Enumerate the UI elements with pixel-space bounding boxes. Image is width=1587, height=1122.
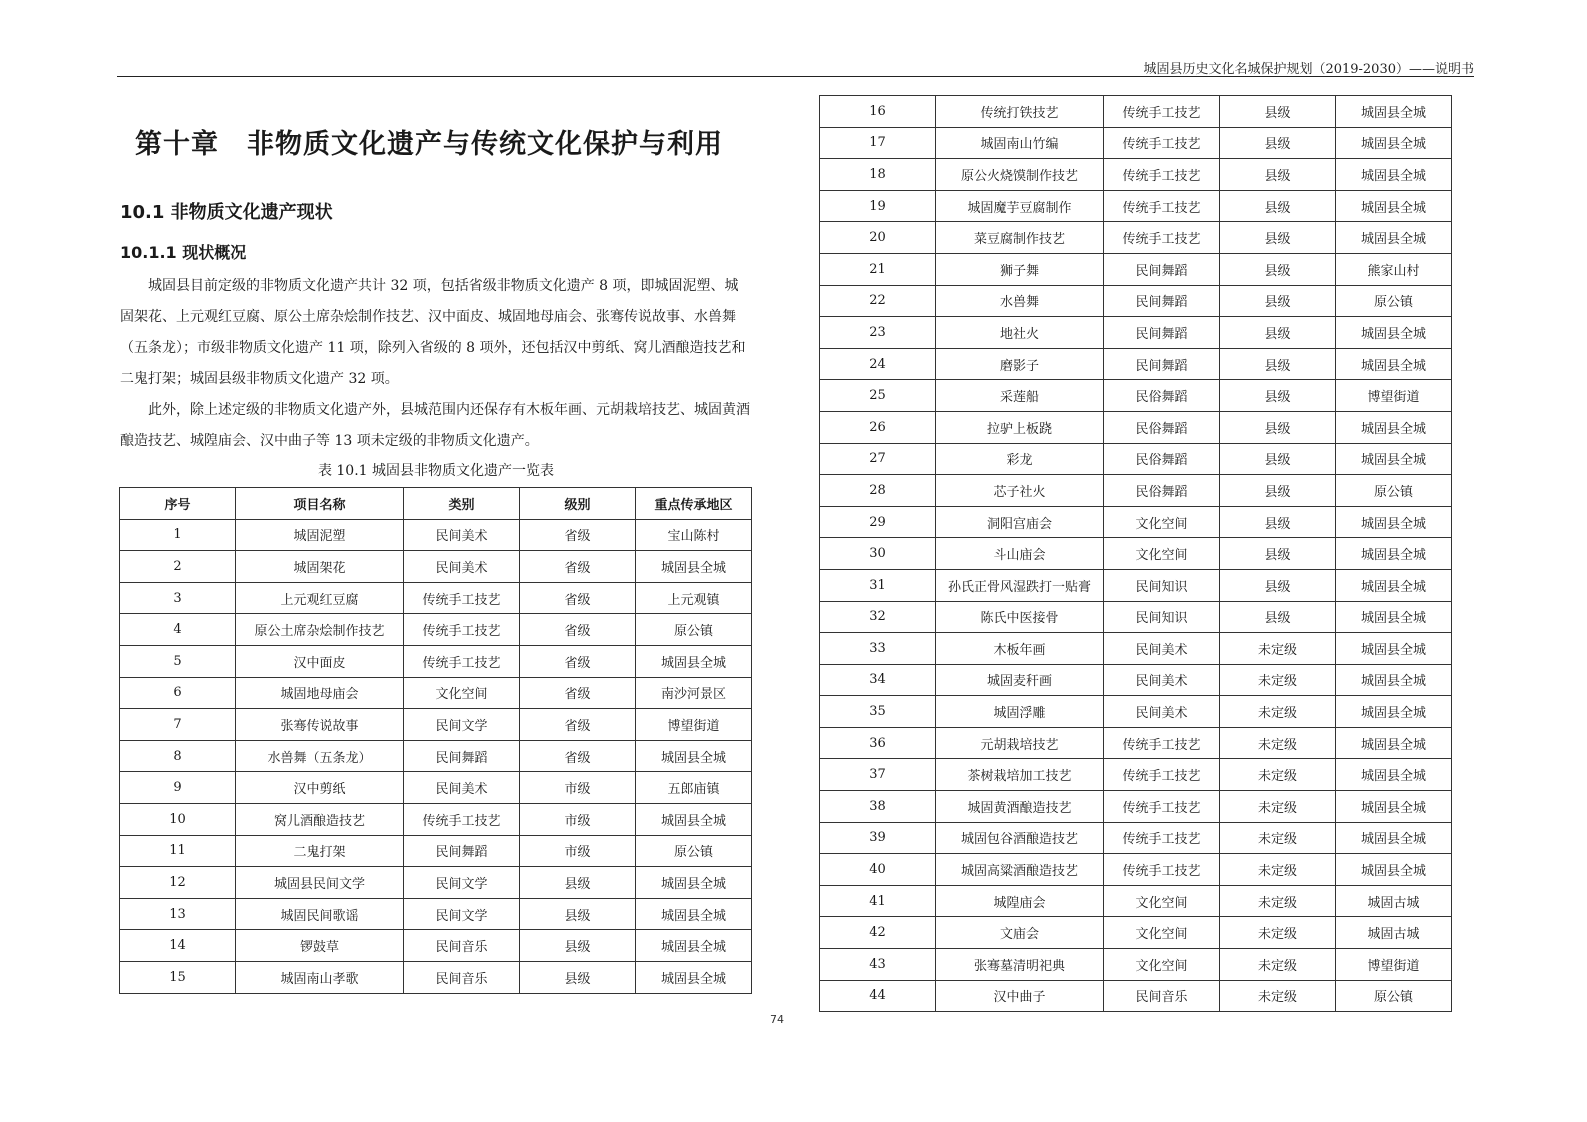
table-row <box>120 803 752 835</box>
cell-region: 城固古城 <box>1336 917 1452 949</box>
cell-item-name: 原公土席杂烩制作技艺 <box>236 614 404 646</box>
cell-level: 未定级 <box>1220 727 1336 759</box>
cell-serial: 35 <box>820 696 936 728</box>
cell-serial: 44 <box>820 980 936 1012</box>
cell-level: 未定级 <box>1220 759 1336 791</box>
cell-category: 传统手工技艺 <box>1104 96 1220 128</box>
cell-level: 省级 <box>520 582 636 614</box>
running-header: 城固县历史文化名城保护规划（2019-2030）——说明书 <box>1143 62 1474 77</box>
page-number: 74 <box>770 1013 784 1026</box>
cell-serial: 29 <box>820 506 936 538</box>
cell-item-name: 水兽舞 <box>936 285 1104 317</box>
cell-level: 县级 <box>1220 285 1336 317</box>
cell-item-name: 张骞传说故事 <box>236 709 404 741</box>
table-row <box>820 980 1452 1012</box>
cell-level: 县级 <box>1220 411 1336 443</box>
cell-category: 传统手工技艺 <box>404 582 520 614</box>
cell-serial: 31 <box>820 569 936 601</box>
cell-category: 传统手工技艺 <box>1104 759 1220 791</box>
cell-item-name: 二鬼打架 <box>236 835 404 867</box>
cell-level: 县级 <box>1220 348 1336 380</box>
cell-region: 城固县全城 <box>636 740 752 772</box>
table-row <box>120 551 752 583</box>
cell-region: 原公镇 <box>1336 475 1452 507</box>
cell-level: 省级 <box>520 519 636 551</box>
table-row <box>820 949 1452 981</box>
cell-item-name: 城固浮雕 <box>936 696 1104 728</box>
cell-region: 城固县全城 <box>1336 159 1452 191</box>
table-row <box>120 867 752 899</box>
cell-level: 省级 <box>520 740 636 772</box>
cell-item-name: 菜豆腐制作技艺 <box>936 222 1104 254</box>
cell-serial: 16 <box>820 96 936 128</box>
cell-serial: 2 <box>120 551 236 583</box>
cell-category: 传统手工技艺 <box>1104 854 1220 886</box>
cell-category: 民间音乐 <box>404 961 520 993</box>
cell-region: 城固县全城 <box>1336 222 1452 254</box>
cell-level: 未定级 <box>1220 696 1336 728</box>
cell-item-name: 原公火烧馍制作技艺 <box>936 159 1104 191</box>
cell-level: 未定级 <box>1220 633 1336 665</box>
cell-serial: 30 <box>820 538 936 570</box>
cell-category: 文化空间 <box>1104 885 1220 917</box>
cell-serial: 8 <box>120 740 236 772</box>
cell-item-name: 城固麦秆画 <box>936 664 1104 696</box>
cell-item-name: 汉中剪纸 <box>236 772 404 804</box>
cell-region: 原公镇 <box>1336 980 1452 1012</box>
cell-category: 传统手工技艺 <box>1104 127 1220 159</box>
table-row <box>120 677 752 709</box>
cell-item-name: 磨影子 <box>936 348 1104 380</box>
cell-item-name: 城固黄酒酿造技艺 <box>936 791 1104 823</box>
cell-category: 文化空间 <box>404 677 520 709</box>
cell-level: 市级 <box>520 835 636 867</box>
cell-serial: 19 <box>820 190 936 222</box>
cell-level: 县级 <box>520 867 636 899</box>
cell-category: 民间舞蹈 <box>1104 317 1220 349</box>
cell-item-name: 城固架花 <box>236 551 404 583</box>
table-row <box>820 190 1452 222</box>
cell-serial: 25 <box>820 380 936 412</box>
cell-category: 传统手工技艺 <box>1104 222 1220 254</box>
table-row <box>820 317 1452 349</box>
cell-category: 传统手工技艺 <box>1104 190 1220 222</box>
table-row <box>820 159 1452 191</box>
table-row <box>820 569 1452 601</box>
cell-category: 民间舞蹈 <box>1104 253 1220 285</box>
cell-level: 未定级 <box>1220 885 1336 917</box>
cell-serial: 1 <box>120 519 236 551</box>
cell-item-name: 城固县民间文学 <box>236 867 404 899</box>
table-row <box>120 740 752 772</box>
cell-serial: 18 <box>820 159 936 191</box>
subsection-title: 10.1.1 现状概况 <box>120 243 247 262</box>
table-row <box>820 96 1452 128</box>
cell-region: 城固县全城 <box>1336 854 1452 886</box>
cell-category: 民间舞蹈 <box>1104 348 1220 380</box>
cell-item-name: 传统打铁技艺 <box>936 96 1104 128</box>
cell-region: 五郎庙镇 <box>636 772 752 804</box>
table-body-right <box>820 96 1452 1012</box>
cell-level: 未定级 <box>1220 854 1336 886</box>
table-row <box>820 696 1452 728</box>
cell-category: 民间美术 <box>1104 696 1220 728</box>
cell-serial: 5 <box>120 645 236 677</box>
table-row <box>120 645 752 677</box>
cell-category: 传统手工技艺 <box>1104 159 1220 191</box>
cell-region: 城固县全城 <box>636 961 752 993</box>
cell-item-name: 孙氏正骨风湿跌打一贴膏 <box>936 569 1104 601</box>
cell-region: 城固县全城 <box>1336 190 1452 222</box>
table-row <box>820 822 1452 854</box>
table-row <box>820 253 1452 285</box>
cell-serial: 15 <box>120 961 236 993</box>
table-row <box>120 614 752 646</box>
cell-category: 民间美术 <box>404 772 520 804</box>
cell-level: 省级 <box>520 551 636 583</box>
cell-category: 民间知识 <box>1104 569 1220 601</box>
cell-item-name: 彩龙 <box>936 443 1104 475</box>
cell-level: 未定级 <box>1220 980 1336 1012</box>
cell-region: 宝山陈村 <box>636 519 752 551</box>
cell-item-name: 锣鼓草 <box>236 930 404 962</box>
cell-category: 传统手工技艺 <box>1104 727 1220 759</box>
cell-level: 省级 <box>520 677 636 709</box>
cell-category: 民间文学 <box>404 709 520 741</box>
cell-serial: 32 <box>820 601 936 633</box>
cell-region: 城固县全城 <box>636 645 752 677</box>
cell-item-name: 狮子舞 <box>936 253 1104 285</box>
table-row <box>820 727 1452 759</box>
cell-region: 城固县全城 <box>1336 791 1452 823</box>
cell-category: 民俗舞蹈 <box>1104 475 1220 507</box>
table-row <box>820 601 1452 633</box>
cell-serial: 13 <box>120 898 236 930</box>
cell-level: 省级 <box>520 614 636 646</box>
cell-category: 文化空间 <box>1104 538 1220 570</box>
cell-serial: 4 <box>120 614 236 646</box>
table-row <box>820 538 1452 570</box>
section-title: 10.1 非物质文化遗产现状 <box>120 202 333 223</box>
cell-category: 民俗舞蹈 <box>1104 380 1220 412</box>
cell-category: 文化空间 <box>1104 949 1220 981</box>
cell-category: 民间舞蹈 <box>404 835 520 867</box>
cell-item-name: 水兽舞（五条龙） <box>236 740 404 772</box>
table-row <box>120 898 752 930</box>
cell-level: 县级 <box>1220 222 1336 254</box>
cell-category: 民间音乐 <box>1104 980 1220 1012</box>
cell-level: 省级 <box>520 645 636 677</box>
cell-level: 县级 <box>1220 159 1336 191</box>
cell-serial: 37 <box>820 759 936 791</box>
table-row <box>820 285 1452 317</box>
cell-region: 城固县全城 <box>1336 569 1452 601</box>
cell-level: 县级 <box>1220 127 1336 159</box>
cell-level: 县级 <box>1220 317 1336 349</box>
cell-region: 博望街道 <box>636 709 752 741</box>
cell-serial: 27 <box>820 443 936 475</box>
cell-serial: 39 <box>820 822 936 854</box>
cell-item-name: 张骞墓清明祀典 <box>936 949 1104 981</box>
cell-region: 城固县全城 <box>1336 759 1452 791</box>
table-row <box>120 519 752 551</box>
cell-serial: 38 <box>820 791 936 823</box>
cell-serial: 3 <box>120 582 236 614</box>
cell-region: 城固县全城 <box>636 803 752 835</box>
cell-item-name: 陈氏中医接骨 <box>936 601 1104 633</box>
cell-serial: 26 <box>820 411 936 443</box>
table-row <box>120 930 752 962</box>
cell-region: 城固县全城 <box>1336 127 1452 159</box>
cell-region: 城固县全城 <box>636 898 752 930</box>
table-row <box>820 664 1452 696</box>
cell-region: 城固县全城 <box>1336 411 1452 443</box>
cell-serial: 20 <box>820 222 936 254</box>
cell-item-name: 元胡栽培技艺 <box>936 727 1104 759</box>
cell-region: 城固县全城 <box>636 867 752 899</box>
cell-category: 民间美术 <box>404 551 520 583</box>
table-row <box>820 791 1452 823</box>
cell-serial: 9 <box>120 772 236 804</box>
cell-category: 民间舞蹈 <box>1104 285 1220 317</box>
cell-region: 城固县全城 <box>1336 664 1452 696</box>
cell-region: 城固县全城 <box>636 930 752 962</box>
cell-level: 县级 <box>1220 380 1336 412</box>
cell-region: 博望街道 <box>1336 949 1452 981</box>
cell-category: 民俗舞蹈 <box>1104 443 1220 475</box>
table-body-left <box>120 519 752 993</box>
cell-serial: 36 <box>820 727 936 759</box>
cell-level: 县级 <box>1220 475 1336 507</box>
cell-serial: 24 <box>820 348 936 380</box>
table-row <box>820 222 1452 254</box>
cell-serial: 43 <box>820 949 936 981</box>
cell-level: 县级 <box>520 930 636 962</box>
cell-category: 文化空间 <box>1104 506 1220 538</box>
cell-level: 县级 <box>1220 569 1336 601</box>
body-paragraph-2-block <box>120 395 752 457</box>
header-category: 类别 <box>404 488 520 520</box>
cell-category: 民间音乐 <box>404 930 520 962</box>
cell-region: 城固县全城 <box>1336 506 1452 538</box>
cell-region: 城固县全城 <box>1336 443 1452 475</box>
cell-item-name: 拉驴上板跷 <box>936 411 1104 443</box>
cell-level: 县级 <box>1220 190 1336 222</box>
cell-category: 民间美术 <box>404 519 520 551</box>
table-header-row <box>120 488 752 520</box>
cell-level: 县级 <box>1220 506 1336 538</box>
table-row <box>820 917 1452 949</box>
cell-serial: 17 <box>820 127 936 159</box>
cell-serial: 10 <box>120 803 236 835</box>
cell-item-name: 洞阳宫庙会 <box>936 506 1104 538</box>
cell-level: 市级 <box>520 772 636 804</box>
header-item-name: 项目名称 <box>236 488 404 520</box>
cell-region: 南沙河景区 <box>636 677 752 709</box>
cell-level: 未定级 <box>1220 664 1336 696</box>
cell-item-name: 上元观红豆腐 <box>236 582 404 614</box>
table-row <box>820 348 1452 380</box>
cell-level: 县级 <box>1220 253 1336 285</box>
cell-serial: 23 <box>820 317 936 349</box>
header-divider <box>117 76 1474 77</box>
cell-level: 县级 <box>1220 538 1336 570</box>
cell-region: 城固县全城 <box>1336 348 1452 380</box>
table-row <box>820 380 1452 412</box>
table-row <box>120 772 752 804</box>
cell-region: 城固县全城 <box>1336 96 1452 128</box>
cell-serial: 41 <box>820 885 936 917</box>
table-row <box>820 475 1452 507</box>
cell-item-name: 城固包谷酒酿造技艺 <box>936 822 1104 854</box>
cell-serial: 28 <box>820 475 936 507</box>
cell-serial: 42 <box>820 917 936 949</box>
cell-item-name: 采莲船 <box>936 380 1104 412</box>
cell-item-name: 地社火 <box>936 317 1104 349</box>
table-row <box>820 633 1452 665</box>
cell-serial: 22 <box>820 285 936 317</box>
cell-item-name: 文庙会 <box>936 917 1104 949</box>
chapter-title: 第十章 非物质文化遗产与传统文化保护与利用 <box>135 129 723 160</box>
cell-category: 民间美术 <box>1104 633 1220 665</box>
cell-item-name: 城固南山孝歌 <box>236 961 404 993</box>
cell-level: 未定级 <box>1220 791 1336 823</box>
cell-category: 传统手工技艺 <box>404 803 520 835</box>
table-row <box>820 885 1452 917</box>
cell-level: 县级 <box>1220 96 1336 128</box>
body-paragraph: 城固县目前定级的非物质文化遗产共计 32 项，包括省级非物质文化遗产 8 项，即城固泥塑、城固架花、上元观红豆腐、原公土席杂烩制作技艺、汉中面皮、城固地母庙会、张骞传说故事、水兽舞（五条龙）；市级非物质文化遗产 11 项，除列入省级的 8 项外，还包括汉中剪纸、窝儿酒酿造技艺和二鬼打架；城固县级非物质文化遗产 32 项。 <box>120 278 746 387</box>
cell-serial: 14 <box>120 930 236 962</box>
cell-item-name: 城固地母庙会 <box>236 677 404 709</box>
table-row <box>820 854 1452 886</box>
cell-region: 城固县全城 <box>1336 601 1452 633</box>
cell-region: 城固县全城 <box>1336 727 1452 759</box>
cell-serial: 7 <box>120 709 236 741</box>
table-row <box>820 506 1452 538</box>
cell-region: 熊家山村 <box>1336 253 1452 285</box>
cell-region: 原公镇 <box>1336 285 1452 317</box>
cell-level: 县级 <box>520 961 636 993</box>
table-row <box>820 127 1452 159</box>
cell-item-name: 汉中曲子 <box>936 980 1104 1012</box>
cell-item-name: 窝儿酒酿造技艺 <box>236 803 404 835</box>
cell-item-name: 城固高粱酒酿造技艺 <box>936 854 1104 886</box>
table-row <box>120 709 752 741</box>
cell-item-name: 芯子社火 <box>936 475 1104 507</box>
cell-level: 省级 <box>520 709 636 741</box>
cell-serial: 21 <box>820 253 936 285</box>
cell-level: 市级 <box>520 803 636 835</box>
cell-item-name: 城固魔芋豆腐制作 <box>936 190 1104 222</box>
cell-item-name: 城固泥塑 <box>236 519 404 551</box>
cell-serial: 40 <box>820 854 936 886</box>
table-row <box>120 961 752 993</box>
cell-region: 原公镇 <box>636 835 752 867</box>
table-row <box>120 835 752 867</box>
cell-serial: 33 <box>820 633 936 665</box>
cell-level: 县级 <box>1220 601 1336 633</box>
cell-item-name: 斗山庙会 <box>936 538 1104 570</box>
cell-category: 民间舞蹈 <box>404 740 520 772</box>
cell-serial: 11 <box>120 835 236 867</box>
cell-region: 原公镇 <box>636 614 752 646</box>
header-level: 级别 <box>520 488 636 520</box>
cell-category: 传统手工技艺 <box>404 645 520 677</box>
cell-category: 民俗舞蹈 <box>1104 411 1220 443</box>
table-row <box>120 582 752 614</box>
heritage-table-right <box>819 95 1452 1012</box>
table-row <box>820 411 1452 443</box>
cell-serial: 12 <box>120 867 236 899</box>
body-paragraph-1-block <box>120 271 752 395</box>
cell-region: 博望街道 <box>1336 380 1452 412</box>
cell-category: 民间文学 <box>404 898 520 930</box>
cell-item-name: 城隍庙会 <box>936 885 1104 917</box>
cell-region: 上元观镇 <box>636 582 752 614</box>
cell-item-name: 汉中面皮 <box>236 645 404 677</box>
cell-serial: 6 <box>120 677 236 709</box>
cell-region: 城固县全城 <box>1336 538 1452 570</box>
cell-category: 民间文学 <box>404 867 520 899</box>
cell-category: 文化空间 <box>1104 917 1220 949</box>
cell-category: 传统手工技艺 <box>1104 822 1220 854</box>
table-row <box>820 759 1452 791</box>
cell-level: 未定级 <box>1220 822 1336 854</box>
cell-item-name: 茶树栽培加工技艺 <box>936 759 1104 791</box>
heritage-table-left <box>119 487 752 994</box>
cell-level: 县级 <box>520 898 636 930</box>
table-caption: 表 10.1 城固县非物质文化遗产一览表 <box>317 463 555 479</box>
cell-region: 城固古城 <box>1336 885 1452 917</box>
cell-serial: 34 <box>820 664 936 696</box>
cell-category: 传统手工技艺 <box>404 614 520 646</box>
cell-category: 民间美术 <box>1104 664 1220 696</box>
cell-level: 未定级 <box>1220 917 1336 949</box>
cell-level: 县级 <box>1220 443 1336 475</box>
table-row <box>820 443 1452 475</box>
body-paragraph: 此外，除上述定级的非物质文化遗产外，县城范围内还保存有木板年画、元胡栽培技艺、城固黄酒酿造技艺、城隍庙会、汉中曲子等 13 项未定级的非物质文化遗产。 <box>120 402 750 449</box>
cell-category: 民间知识 <box>1104 601 1220 633</box>
cell-region: 城固县全城 <box>1336 317 1452 349</box>
cell-item-name: 城固南山竹编 <box>936 127 1104 159</box>
cell-region: 城固县全城 <box>1336 822 1452 854</box>
cell-level: 未定级 <box>1220 949 1336 981</box>
header-region: 重点传承地区 <box>636 488 752 520</box>
cell-region: 城固县全城 <box>1336 696 1452 728</box>
cell-item-name: 木板年画 <box>936 633 1104 665</box>
cell-category: 传统手工技艺 <box>1104 791 1220 823</box>
cell-region: 城固县全城 <box>636 551 752 583</box>
cell-item-name: 城固民间歌谣 <box>236 898 404 930</box>
cell-region: 城固县全城 <box>1336 633 1452 665</box>
header-serial: 序号 <box>120 488 236 520</box>
